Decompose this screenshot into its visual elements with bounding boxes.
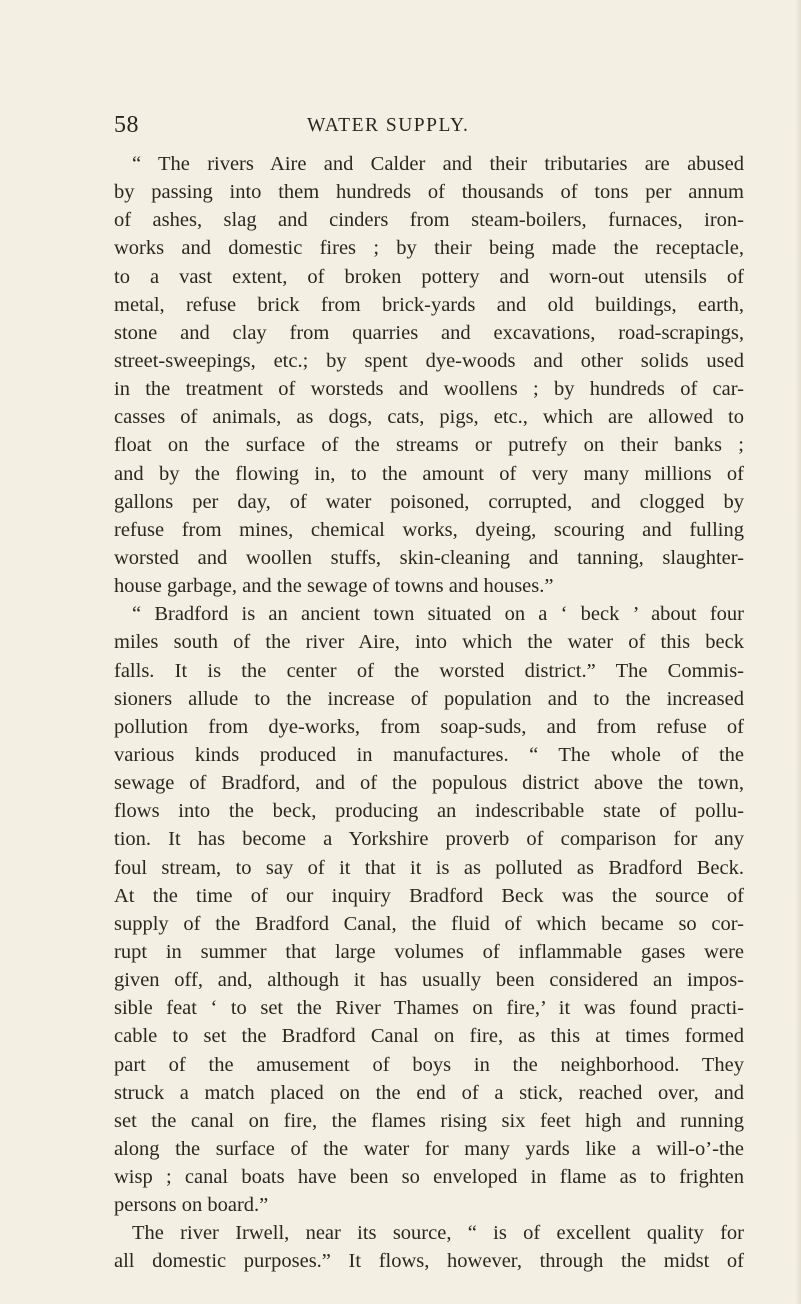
text-line: by passing into them hundreds of thousands of tons per annum [114,181,744,204]
text-line: gallons per day, of water poisoned, corrupted, and clogged by [114,490,744,513]
text-line: all domestic purposes.” It flows, however, through the midst of [114,1250,744,1273]
text-line: “ The rivers Aire and Calder and their tributaries are abused [132,153,744,175]
text-line: At the time of our inquiry Bradford Beck was the source of [114,884,744,907]
text-line: supply of the Bradford Canal, the fluid of which became so cor- [114,912,744,935]
text-line: miles south of the river Aire, into which the water of this beck [114,631,744,654]
text-line: sioners allude to the increase of population and to the increased [114,687,744,710]
text-line: tion. It has become a Yorkshire proverb of comparison for any [114,828,744,851]
text-line: foul stream, to say of it that it is as polluted as Bradford Beck. [114,856,744,879]
text-line: works and domestic fires ; by their being made the receptacle, [114,237,744,260]
text-line: along the surface of the water for many yards like a will-o’-the [114,1137,744,1160]
text-line: various kinds produced in manufactures. “ The whole of the [114,743,744,766]
text-line: and by the flowing in, to the amount of very many millions of [114,462,744,485]
text-line: rupt in summer that large volumes of inflammable gases were [114,940,744,963]
text-line: wisp ; canal boats have been so enveloped in flame as to frighten [114,1166,744,1189]
text-line: pollution from dye-works, from soap-suds, and from refuse of [114,715,744,738]
text-line: casses of animals, as dogs, cats, pigs, etc., which are allowed to [114,406,744,429]
text-line: in the treatment of worsteds and woollens ; by hundreds of car- [114,378,744,401]
text-line: persons on board.” [114,1194,269,1217]
text-line: street-sweepings, etc.; by spent dye-woods and other solids used [114,349,744,372]
text-line: to a vast extent, of broken pottery and worn-out utensils of [114,265,744,288]
page-edge [795,0,801,1304]
page-number: 58 [114,112,139,138]
text-line: of ashes, slag and cinders from steam-boilers, furnaces, iron- [114,209,744,232]
text-line: flows into the beck, producing an indescribable state of pollu- [114,800,744,823]
text-line: “ Bradford is an ancient town situated on a ‘ beck ’ about four [132,603,744,626]
text-line: float on the surface of the streams or putrefy on their banks ; [114,434,744,457]
page-header [114,112,744,142]
text-line: given off, and, although it has usually been considered an impos- [114,969,744,992]
text-line: stone and clay from quarries and excavations, road-scrapings, [114,321,744,344]
text-line: set the canal on fire, the flames rising six feet high and running [114,1109,744,1132]
text-line: worsted and woollen stuffs, skin-cleaning and tanning, slaughter- [114,546,744,569]
running-head: WATER SUPPLY. [307,115,470,136]
body-text [114,150,744,1276]
text-line: falls. It is the center of the worsted district.” The Commis- [114,659,744,682]
text-line: refuse from mines, chemical works, dyeing, scouring and fulling [114,518,744,541]
text-line: part of the amusement of boys in the neighborhood. They [114,1053,744,1076]
text-line: cable to set the Bradford Canal on fire, as this at times formed [114,1025,744,1048]
text-line: house garbage, and the sewage of towns and houses.” [114,575,554,598]
text-line: sewage of Bradford, and of the populous district above the town, [114,772,744,795]
text-line: struck a match placed on the end of a stick, reached over, and [114,1081,744,1104]
text-line: metal, refuse brick from brick-yards and old buildings, earth, [114,293,744,316]
text-line: The river Irwell, near its source, “ is of excellent quality for [132,1222,744,1245]
text-line: sible feat ‘ to set the River Thames on fire,’ it was found practi- [114,997,744,1020]
